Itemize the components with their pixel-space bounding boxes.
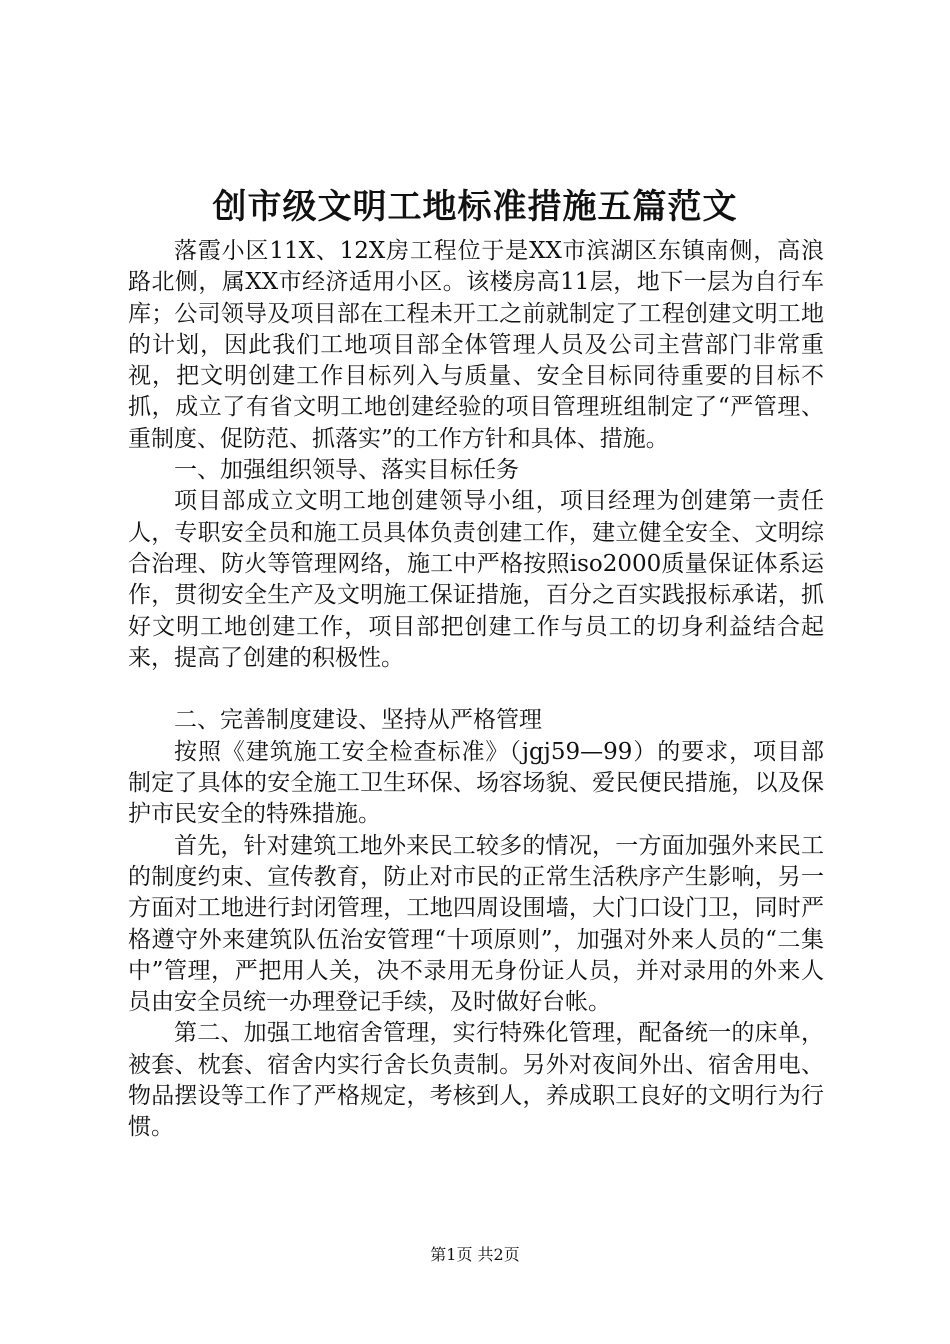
document-title: 创市级文明工地标准措施五篇范文 bbox=[212, 187, 738, 227]
page-number-footer: 第1页 共2页 bbox=[430, 1245, 520, 1264]
paragraph-gap bbox=[128, 674, 824, 705]
document-body bbox=[128, 236, 824, 1144]
paragraph-organization: 项目部成立文明工地创建领导小组，项目经理为创建第一责任人，专职安全员和施工员具体负责创建工作，建立健全安全、文明综合治理、防火等管理网络，施工中严格按照iso2000质量保证体系运作，贯彻安全生产及文明施工保证措施，百分之百实践报标承诺，抓好文明工地创建工作，项目部把创建工作与员工的切身利益结合起来，提高了创建的积极性。 bbox=[128, 488, 824, 671]
paragraph-standards: 按照《建筑施工安全检查标准》（jgj59—99）的要求，项目部制定了具体的安全施工卫生环保、场容场貌、爱民便民措施，以及保护市民安全的特殊措施。 bbox=[128, 738, 824, 828]
paragraph-first: 首先，针对建筑工地外来民工较多的情况，一方面加强外来民工的制度约束、宣传教育，防止对市民的正常生活秩序产生影响，另一方面对工地进行封闭管理，工地四周设围墙，大门口设门卫，同时严格遵守外来建筑队伍治安管理“十项原则”，加强对外来人员的“二集中”管理，严把用人关，决不录用无身份证人员，并对录用的外来人员由安全员统一办理登记手续，及时做好台帐。 bbox=[128, 832, 824, 1016]
section-heading-1: 一、加强组织领导、落实目标任务 bbox=[174, 457, 519, 484]
paragraph-intro: 落霞小区11X、12X房工程位于是XX市滨湖区东镇南侧，高浪路北侧，属XX市经济适用小区。该楼房高11层，地下一层为自行车库；公司领导及项目部在工程未开工之前就制定了工程创建文明工地的计划，因此我们工地项目部全体管理人员及公司主营部门非常重视，把文明创建工作目标列入与质量、安全目标同待重要的目标不抓，成立了有省文明工地创建经验的项目管理班组制定了“严管理、重制度、促防范、抓落实”的工作方针和具体、措施。 bbox=[128, 238, 824, 452]
section-heading-2: 二、完善制度建设、坚持从严格管理 bbox=[174, 707, 542, 734]
paragraph-second: 第二、加强工地宿舍管理，实行特殊化管理，配备统一的床单，被套、枕套、宿舍内实行舍长负责制。另外对夜间外出、宿舍用电、物品摆设等工作了严格规定，考核到人，养成职工良好的文明行为行惯。 bbox=[128, 1020, 824, 1141]
